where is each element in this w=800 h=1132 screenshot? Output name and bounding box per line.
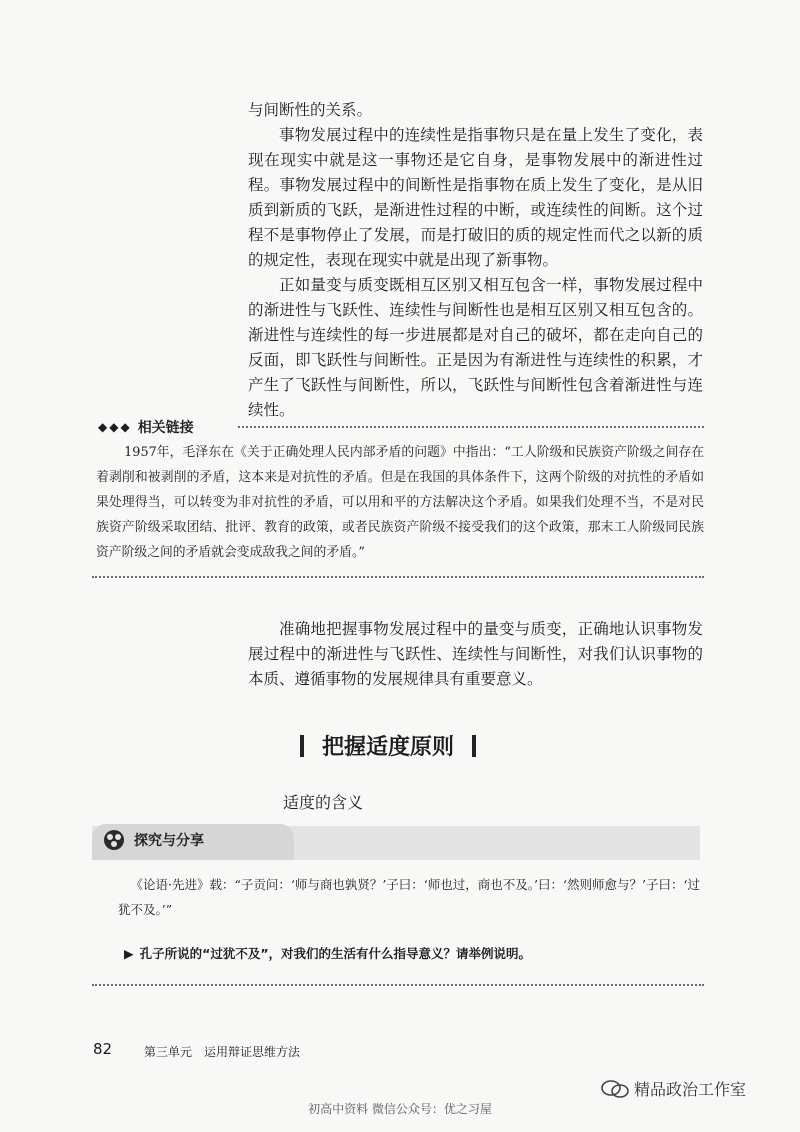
explore-heading xyxy=(102,828,204,852)
related-link-text: 1957年，毛泽东在《关于正确处理人民内部矛盾的问题》中指出：“工人阶级和民族资产阶级之间存在着剥削和被剥削的矛盾，这本来是对抗性的矛盾。但是在我国的具体条件下，这两个阶级的对抗性的矛盾如果处理得当，可以转变为非对抗性的矛盾，可以用和平的方法解决这个矛盾。如果我们处理不当，不是对民族资产阶级采取团结、批评、教育的政策，或者民族资产阶级不接受我们的这个政策，那末工人阶级同民族资产阶级之间的矛盾就会变成敌我之间的矛盾。” xyxy=(96,445,704,560)
paragraph-continuity: 事物发展过程中的连续性是指事物只是在量上发生了变化，表现在现实中就是这一事物还是它自身，是事物发展中的渐进性过程。事物发展过程中的间断性是指事物在质上发生了变化，是从旧质到新质的飞跃，是渐进性过程的中断，或连续性的间断。这个过程不是事物停止了发展，而是打破旧的质的规定性而代之以新的质的规定性，表现在现实中就是出现了新事物。 xyxy=(248,126,703,269)
bottom-caption: 初高中资料 微信公众号：优之习屋 xyxy=(308,1102,492,1116)
title-bar-right xyxy=(472,735,476,757)
paragraph-mutual-inclusion: 正如量变与质变既相互区别又相互包含一样，事物发展过程中的渐进性与飞跃性、连续性与间断性也是相互区别又相互包含的。渐进性与连续性的每一步进展都是对自己的破坏，都在走向自己的反面，即飞跃性与间断性。正是因为有渐进性与连续性的积累，才产生了飞跃性与间断性，所以，飞跃性与间断性包含着渐进性与连续性。 xyxy=(248,276,703,419)
wechat-icon xyxy=(600,1079,630,1099)
explore-label: 探究与分享 xyxy=(134,833,204,849)
dotted-divider xyxy=(92,576,704,578)
explore-icon xyxy=(102,828,126,852)
related-link-heading xyxy=(98,417,194,437)
watermark-text: 精品政治工作室 xyxy=(634,1080,747,1099)
dotted-divider xyxy=(92,984,704,986)
section-title-text: 把握适度原则 xyxy=(322,735,455,760)
section-title xyxy=(300,730,476,761)
question-text: 孔子所说的“过犹不及”，对我们的生活有什么指导意义？请举例说明。 xyxy=(139,946,532,961)
page-number: 82 xyxy=(93,1040,113,1058)
analects-quote: 《论语·先进》载：“子贡问：‘师与商也孰贤？’子曰：‘师也过，商也不及。’曰：‘然则师愈与？’子曰：‘过犹不及。’” xyxy=(118,877,700,917)
diamond-icon: ◆◆◆ xyxy=(98,420,132,434)
paragraph-significance: 准确地把握事物发展过程中的量变与质变，正确地认识事物发展过程中的渐进性与飞跃性、连续性与间断性，对我们认识事物的本质、遵循事物的发展规律具有重要意义。 xyxy=(248,620,703,688)
chapter-footer: 第三单元 运用辩证思维方法 xyxy=(144,1045,301,1059)
subsection-title: 适度的含义 xyxy=(283,793,364,812)
arrow-bullet-icon: ▶ xyxy=(124,945,134,961)
watermark xyxy=(600,1077,746,1100)
title-bar-left xyxy=(300,735,304,757)
discussion-question xyxy=(124,944,531,962)
paragraph-continuation: 与间断性的关系。 xyxy=(248,101,373,119)
dotted-divider xyxy=(238,426,704,428)
related-link-title: 相关链接 xyxy=(137,420,194,436)
